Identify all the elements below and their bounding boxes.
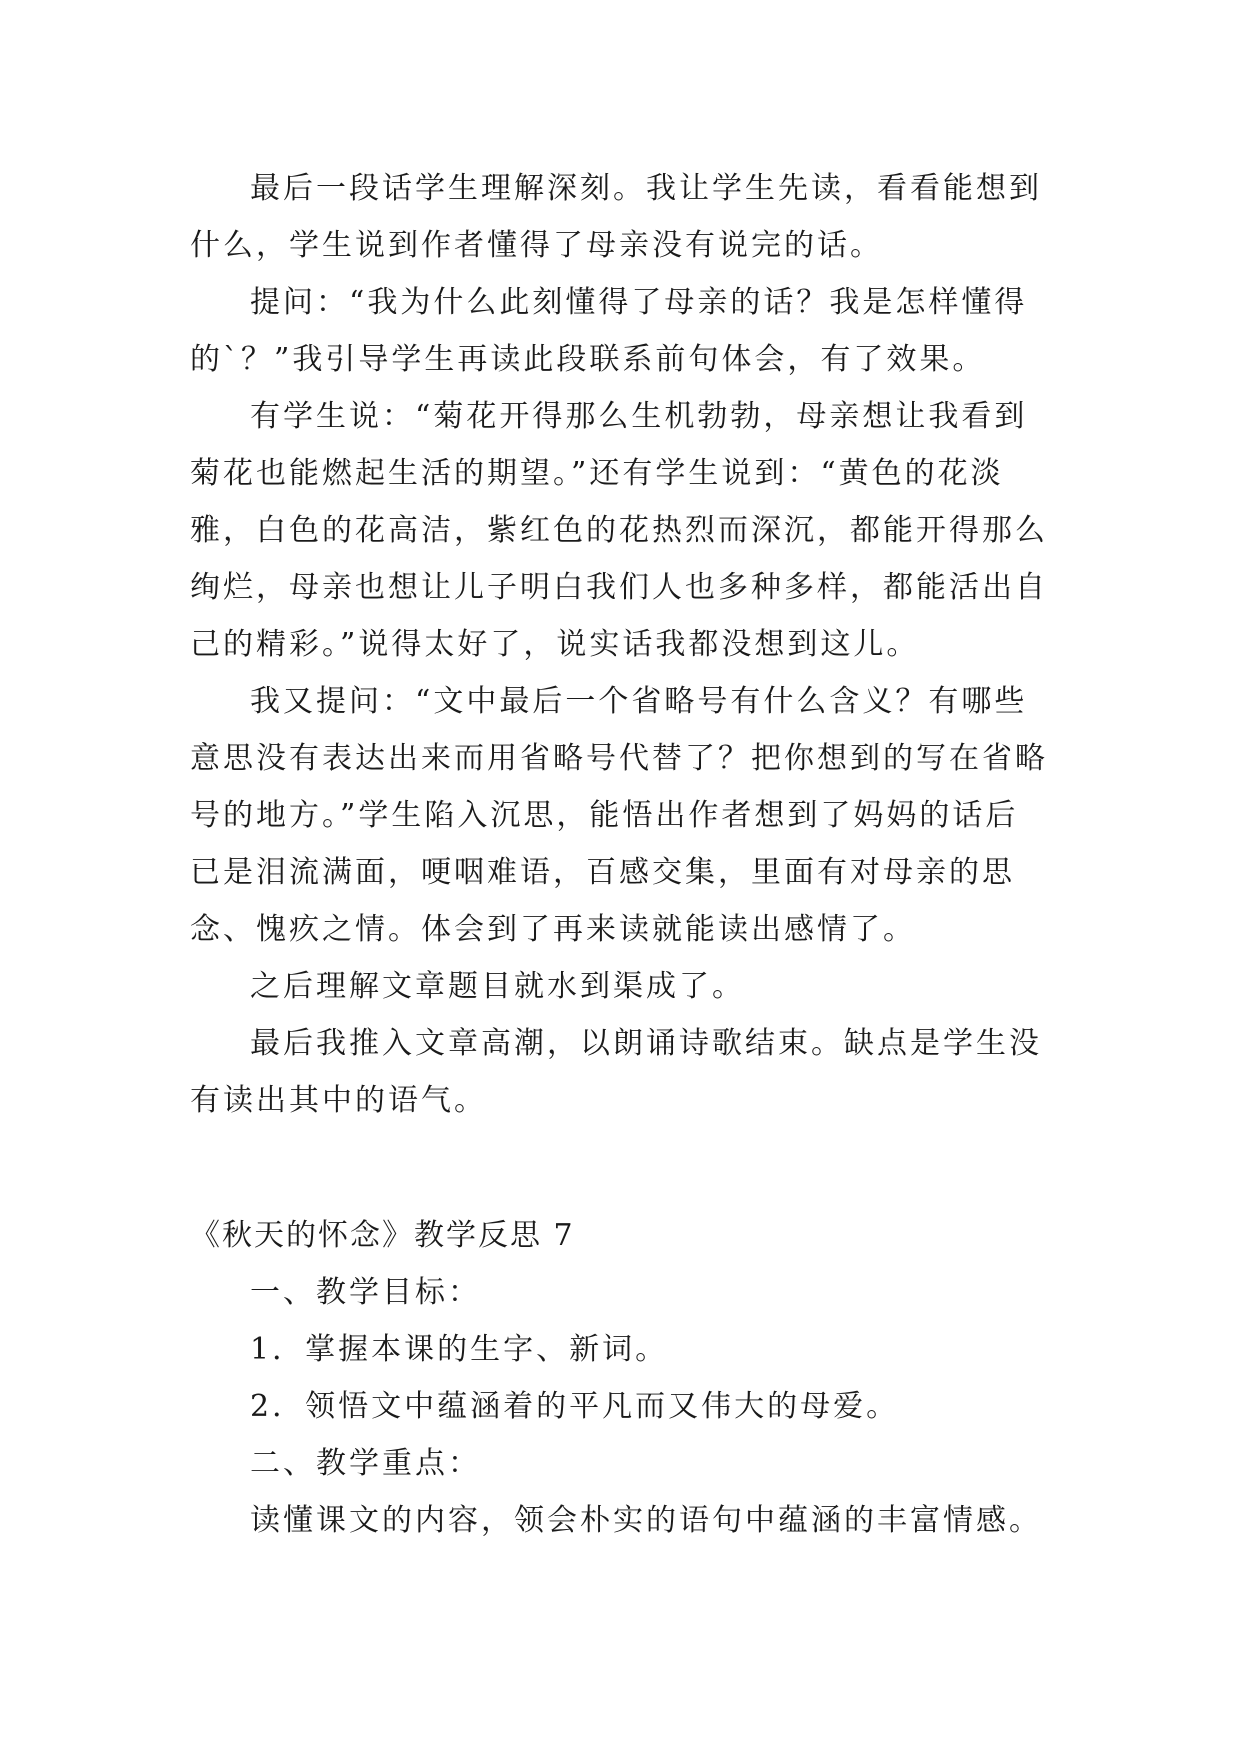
section-title: 《秋天的怀念》教学反思 7 xyxy=(190,1218,575,1253)
section-line-item-1: 1．掌握本课的生字、新词。 xyxy=(250,1332,669,1367)
document-body xyxy=(190,160,1050,1549)
section-line-objectives: 一、教学目标： xyxy=(250,1275,481,1310)
section-line-key-points: 二、教学重点： xyxy=(250,1446,481,1481)
paragraph-6: 最后我推入文章高潮，以朗诵诗歌结束。缺点是学生没有读出其中的语气。 xyxy=(190,1026,1042,1118)
section-line-key-points-text: 读懂课文的内容，领会朴实的语句中蕴涵的丰富情感。 xyxy=(250,1503,1042,1538)
paragraph-2: 提问：“我为什么此刻懂得了母亲的话？我是怎样懂得的`？”我引导学生再读此段联系前句体会，有了效果。 xyxy=(190,285,1028,377)
section-line-item-2: 2．领悟文中蕴涵着的平凡而又伟大的母爱。 xyxy=(250,1389,900,1424)
paragraph-4: 我又提问：“文中最后一个省略号有什么含义？有哪些意思没有表达出来而用省略号代替了？把你想到的写在省略号的地方。”学生陷入沉思，能悟出作者想到了妈妈的话后已是泪流满面，哽咽难语，百感交集，里面有对母亲的思念、愧疚之情。体会到了再来读就能读出感情了。 xyxy=(190,684,1048,947)
paragraph-1: 最后一段话学生理解深刻。我让学生先读，看看能想到什么，学生说到作者懂得了母亲没有说完的话。 xyxy=(190,171,1042,263)
paragraph-3: 有学生说：“菊花开得那么生机勃勃，母亲想让我看到菊花也能燃起生活的期望。”还有学生说到：“黄色的花淡雅，白色的花高洁，紫红色的花热烈而深沉，都能开得那么绚烂，母亲也想让儿子明白我们人也多种多样，都能活出自己的精彩。”说得太好了，说实话我都没想到这儿。 xyxy=(190,399,1048,662)
paragraph-5: 之后理解文章题目就水到渠成了。 xyxy=(250,969,745,1004)
section-spacer xyxy=(190,1129,1050,1207)
